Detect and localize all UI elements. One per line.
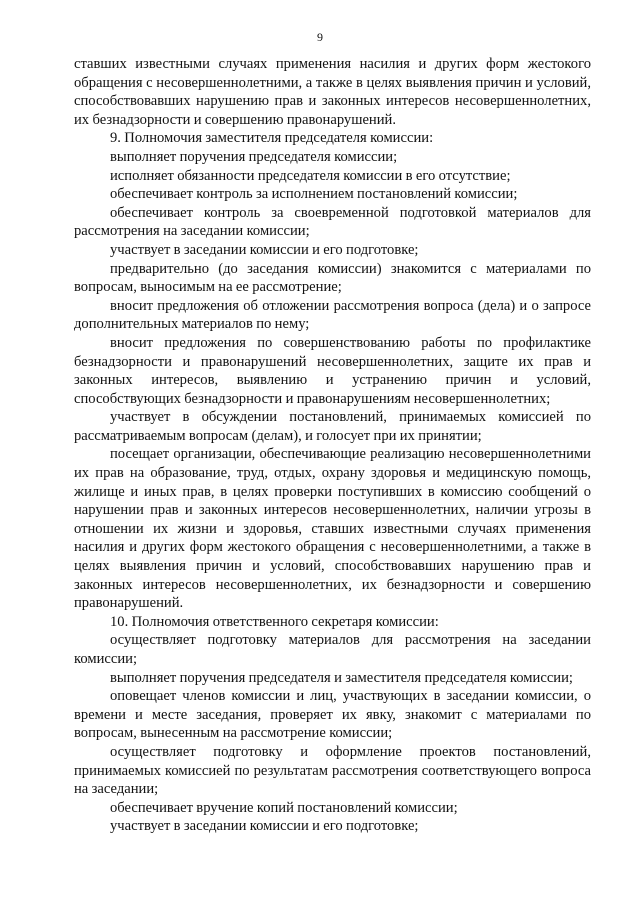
paragraph: исполняет обязанности председателя комиссии в его отсутствие; [110, 167, 511, 184]
paragraph: осуществляет подготовку материалов для рассмотрения на заседании комиссии; [74, 632, 591, 667]
paragraph: вносит предложения по совершенствованию работы по профилактике безнадзорности и правонарушений несовершеннолетних, защите их прав и законных интересов, выявлению и устранению причин и условий, способствующих безнадзорности и правонарушениям несовершеннолетних; [74, 334, 591, 407]
paragraph: участвует в заседании комиссии и его подготовке; [110, 818, 419, 835]
document-body [74, 55, 591, 836]
paragraph: участвует в обсуждении постановлений, принимаемых комиссией по рассматриваемым вопросам (делам), и голосует при их принятии; [74, 409, 591, 444]
page-number: 9 [317, 30, 323, 44]
paragraph: предварительно (до заседания комиссии) знакомится с материалами по вопросам, выносимым на ее рассмотрение; [74, 260, 591, 296]
paragraph: обеспечивает контроль за своевременной подготовкой материалов для рассмотрения на заседании комиссии; [74, 204, 591, 240]
paragraph: обеспечивает контроль за исполнением постановлений комиссии; [110, 186, 518, 203]
paragraph: участвует в заседании комиссии и его подготовке; [110, 241, 419, 258]
paragraph: вносит предложения об отложении рассмотрения вопроса (дела) и о запросе дополнительных материалов по нему; [74, 297, 591, 333]
paragraph: выполняет поручения председателя и заместителя председателя комиссии; [110, 669, 573, 686]
section-heading-deputy-chair-powers: 9. Полномочия заместителя председателя комиссии: [110, 130, 434, 147]
section-heading-secretary-powers: 10. Полномочия ответственного секретаря комиссии: [110, 613, 439, 630]
paragraph: посещает организации, обеспечивающие реализацию несовершеннолетними их прав на образование, труд, отдых, охрану здоровья и медицинскую помощь, жилище и иных прав, в целях проверки поступивших в комиссию сообщений о нарушении прав и законных интересов несовершеннолетних, наличии угрозы в отношении их жизни и здоровья, ставших известными случаях применения насилия и других форм жестокого обращения с несовершеннолетними, а также в целях выявления причин и условий, способствовавших нарушению прав и законных интересов несовершеннолетних, их безнадзорности и совершению правонарушений. [74, 446, 591, 612]
paragraph: осуществляет подготовку и оформление проектов постановлений, принимаемых комиссией по результатам рассмотрения соответствующего вопроса на заседании; [74, 743, 591, 798]
paragraph: выполняет поручения председателя комиссии; [110, 148, 398, 165]
paragraph-continuation: ставших известными случаях применения насилия и других форм жестокого обращения с несовершеннолетними, а также в целях выявления причин и условий, способствовавших нарушению прав и законных интересов несовершеннолетних, их безнадзорности и совершению правонарушений. [74, 56, 591, 128]
paragraph: оповещает членов комиссии и лиц, участвующих в заседании комиссии, о времени и месте заседания, проверяет их явку, знакомит с материалами по вопросам, вынесенным на рассмотрение комиссии; [74, 688, 591, 742]
paragraph: обеспечивает вручение копий постановлений комиссии; [110, 799, 458, 816]
